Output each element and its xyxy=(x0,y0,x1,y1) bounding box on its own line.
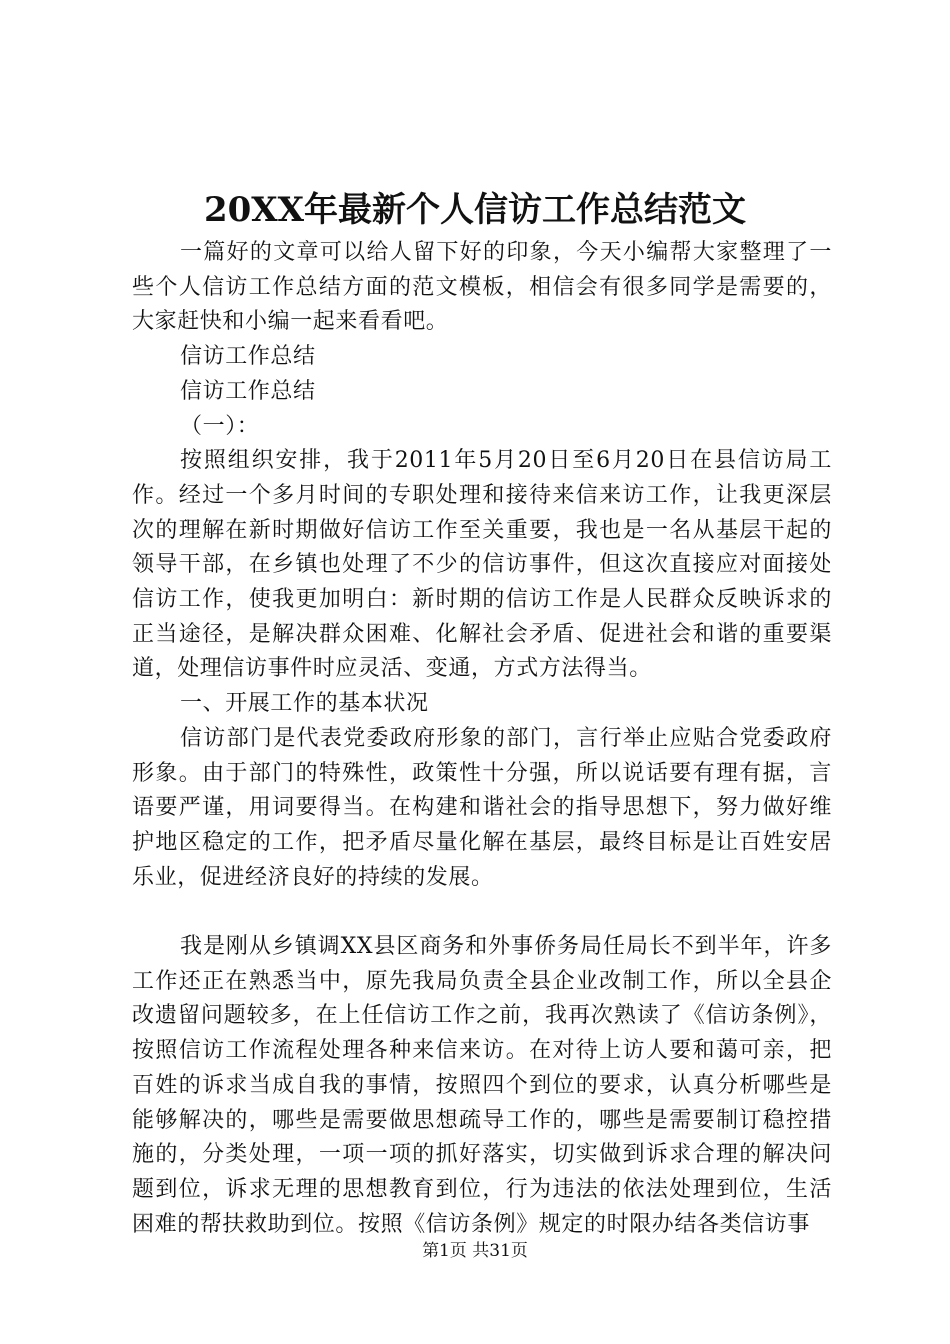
document-body xyxy=(132,236,832,1242)
page-footer: 第1页 共31页 xyxy=(422,1241,528,1261)
paragraph-spacer xyxy=(132,895,832,930)
paragraph-heading-2: 信访工作总结 xyxy=(180,378,316,404)
document-title: 20XX年最新个人信访工作总结范文 xyxy=(203,190,747,230)
paragraph-main-3: 我是刚从乡镇调XX县区商务和外事侨务局任局长不到半年，许多工作还正在熟悉当中，原先我局负责全县企业改制工作，所以全县企改遗留问题较多，在上任信访工作之前，我再次熟读了《信访条例》，按照信访工作流程处理各种来信来访。在对待上访人要和蔼可亲，把百姓的诉求当成自我的事情，按照四个到位的要求，认真分析哪些是能够解决的，哪些是需要做思想疏导工作的，哪些是需要制订稳控措施的，分类处理，一项一项的抓好落实，切实做到诉求合理的解决问题到位，诉求无理的思想教育到位，行为违法的依法处理到位，生活困难的帮扶救助到位。按照《信访条例》规定的时限办结各类信访事 xyxy=(132,934,832,1237)
paragraph-main-1: 按照组织安排，我于2011年5月20日至6月20日在县信访局工作。经过一个多月时间的专职处理和接待来信来访工作，让我更深层次的理解在新时期做好信访工作至关重要，我也是一名从基层干起的领导干部，在乡镇也处理了不少的信访事件，但这次直接应对面接处信访工作，使我更加明白：新时期的信访工作是人民群众反映诉求的正当途径，是解决群众困难、化解社会矛盾、促进社会和谐的重要渠道，处理信访事件时应灵活、变通，方式方法得当。 xyxy=(132,448,832,682)
paragraph-intro: 一篇好的文章可以给人留下好的印象，今天小编帮大家整理了一些个人信访工作总结方面的范文模板，相信会有很多同学是需要的，大家赶快和小编一起来看看吧。 xyxy=(132,240,832,335)
paragraph-heading-1: 信访工作总结 xyxy=(180,344,316,370)
paragraph-section-heading: 一、开展工作的基本状况 xyxy=(180,691,429,717)
paragraph-main-2: 信访部门是代表党委政府形象的部门，言行举止应贴合党委政府形象。由于部门的特殊性，政策性十分强，所以说话要有理有据，言语要严谨，用词要得当。在构建和谐社会的指导思想下，努力做好维护地区稳定的工作，把矛盾尽量化解在基层，最终目标是让百姓安居乐业，促进经济良好的持续的发展。 xyxy=(132,725,832,890)
paragraph-section-marker: （一）： xyxy=(180,413,260,439)
